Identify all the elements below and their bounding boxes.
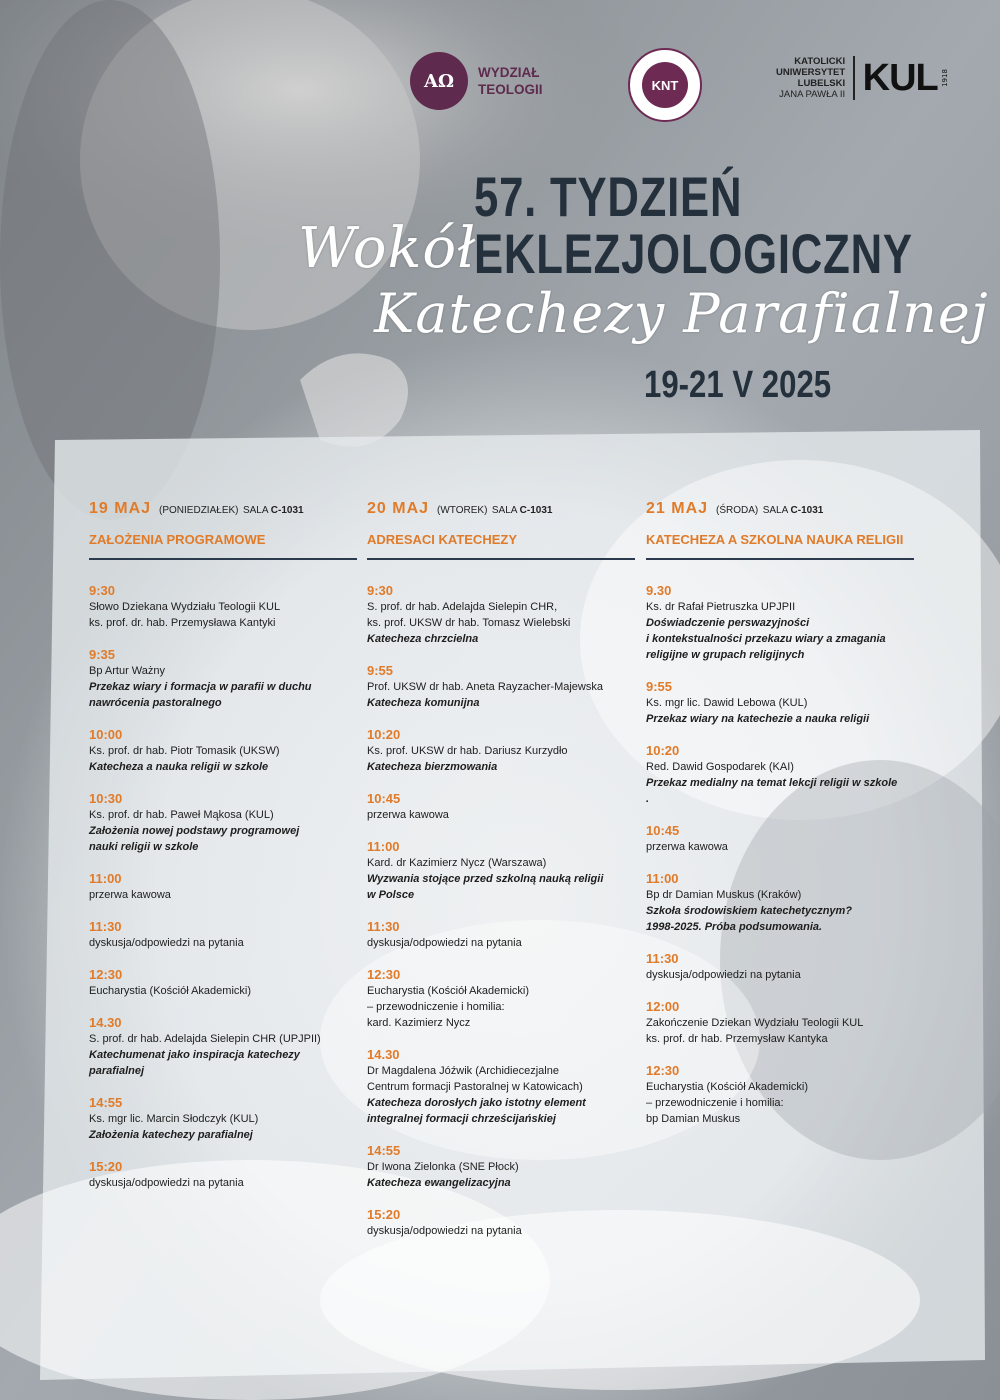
lecture-title: religijne w grupach religijnych xyxy=(646,648,805,661)
schedule-text: Eucharystia (Kościół Akademicki) xyxy=(646,1080,809,1093)
lecture-title: nauki religii w szkole xyxy=(89,840,199,853)
schedule-item xyxy=(89,726,361,775)
schedule-item xyxy=(89,646,361,711)
schedule-item xyxy=(89,870,361,903)
schedule-time: 10:00 xyxy=(89,726,123,742)
schedule-time: 14.30 xyxy=(89,1014,122,1030)
schedule-item xyxy=(89,582,361,631)
day-column-2 xyxy=(367,500,639,1254)
schedule-item xyxy=(89,790,361,855)
day-date: 19 MAJ xyxy=(89,500,152,517)
lecture-title: Wyzwania stojące przed szkolną nauką religii xyxy=(367,872,604,885)
schedule-item xyxy=(367,918,639,951)
wydzial-logo-line2: TEOLOGII xyxy=(478,82,543,97)
lecture-title: Szkoła środowiskiem katechetycznym? xyxy=(646,904,853,917)
lecture-title: Założenia katechezy parafialnej xyxy=(89,1128,253,1141)
day-header xyxy=(646,500,916,522)
schedule-text: Dr Iwona Zielonka (SNE Płock) xyxy=(367,1160,519,1173)
schedule-text: Eucharystia (Kościół Akademicki) xyxy=(367,984,530,997)
schedule-item xyxy=(89,1158,361,1191)
day-date: 21 MAJ xyxy=(646,500,709,517)
schedule-text: Ks. mgr lic. Marcin Słodczyk (KUL) xyxy=(89,1112,259,1125)
divider xyxy=(646,558,914,560)
schedule-item xyxy=(367,582,639,647)
schedule-time: 10:45 xyxy=(367,790,401,806)
schedule-text: bp Damian Muskus xyxy=(646,1112,741,1125)
schedule-text: przerwa kawowa xyxy=(367,808,449,821)
schedule-item xyxy=(367,726,639,775)
lecture-title: nawrócenia pastoralnego xyxy=(89,696,222,709)
knt-logo xyxy=(628,48,702,122)
schedule-text: S. prof. dr hab. Adelajda Sielepin CHR (UPJPII) xyxy=(89,1032,321,1045)
room-label: SALA xyxy=(762,505,791,516)
schedule-time: 10:20 xyxy=(646,742,680,758)
schedule-text: Bp dr Damian Muskus (Kraków) xyxy=(646,888,802,901)
lecture-title: Przekaz medialny na temat lekcji religii w szkole xyxy=(646,776,898,789)
schedule-time: 11:00 xyxy=(367,838,400,854)
schedule-list xyxy=(89,582,361,1191)
schedule-time: 15:20 xyxy=(367,1206,401,1222)
day-weekday: (PONIEDZIAŁEK) xyxy=(159,505,239,516)
divider xyxy=(89,558,357,560)
schedule-text: przerwa kawowa xyxy=(89,888,171,901)
schedule-time: 10:45 xyxy=(646,822,680,838)
kul-logo-line1: KATOLICKI xyxy=(794,56,846,67)
schedule-text: dyskusja/odpowiedzi na pytania xyxy=(89,1176,244,1189)
schedule-text: Zakończenie Dziekan Wydziału Teologii KUL xyxy=(646,1016,864,1029)
schedule-text: Kard. dr Kazimierz Nycz (Warszawa) xyxy=(367,856,547,869)
day-weekday: (WTOREK) xyxy=(437,505,488,516)
lecture-title: Katecheza bierzmowania xyxy=(367,760,498,773)
schedule-time: 15:20 xyxy=(89,1158,123,1174)
schedule-text: dyskusja/odpowiedzi na pytania xyxy=(646,968,801,981)
schedule-item xyxy=(89,1014,361,1079)
schedule-item xyxy=(367,790,639,823)
lecture-title: Katecheza a nauka religii w szkole xyxy=(89,760,269,773)
schedule-time: 11:30 xyxy=(89,918,122,934)
schedule-text: ks. prof. UKSW dr hab. Tomasz Wielebski xyxy=(367,616,571,629)
schedule-item xyxy=(646,822,916,855)
schedule-time: 12:00 xyxy=(646,998,680,1014)
room-number: C-1031 xyxy=(270,505,304,516)
wydzial-logo-line1: WYDZIAŁ xyxy=(478,65,540,80)
lecture-title: i kontekstualności przekazu wiary a zmagania xyxy=(646,632,886,645)
schedule-time: 9:55 xyxy=(367,662,394,678)
day-theme: ADRESACI KATECHEZY xyxy=(367,532,517,547)
schedule-time: 14:55 xyxy=(89,1094,123,1110)
lecture-title: Katecheza komunijna xyxy=(367,696,480,709)
schedule-text: – przewodniczenie i homilia: xyxy=(646,1096,784,1109)
schedule-list xyxy=(367,582,639,1239)
schedule-text: Ks. mgr lic. Dawid Lebowa (KUL) xyxy=(646,696,808,709)
schedule-text: dyskusja/odpowiedzi na pytania xyxy=(367,1224,522,1237)
alpha-omega-icon: AΩ xyxy=(410,52,468,110)
schedule-item xyxy=(367,966,639,1031)
kul-logo-line2: UNIWERSYTET xyxy=(776,67,846,78)
logo-bar xyxy=(0,48,1000,118)
kul-logo-mark: KUL xyxy=(862,56,938,99)
subtitle-script-line1: Wokół xyxy=(298,216,477,281)
subtitle-script-line2: Katechezy Parafialnej xyxy=(374,282,989,345)
schedule-text: dyskusja/odpowiedzi na pytania xyxy=(367,936,522,949)
lecture-title: 1998-2025. Próba podsumowania. xyxy=(646,920,823,933)
schedule-item xyxy=(646,742,916,807)
schedule-text: Ks. dr Rafał Pietruszka UPJPII xyxy=(646,600,796,613)
schedule-item xyxy=(646,950,916,983)
kul-logo-year: 1918 xyxy=(940,69,949,87)
schedule-item xyxy=(646,678,916,727)
room-label: SALA xyxy=(491,505,520,516)
day-weekday: (ŚRODA) xyxy=(716,505,759,516)
schedule-text: Dr Magdalena Jóźwik (Archidiecezjalne xyxy=(367,1064,559,1077)
schedule-time: 14:55 xyxy=(367,1142,401,1158)
schedule-text: kard. Kazimierz Nycz xyxy=(367,1016,471,1029)
room-number: C-1031 xyxy=(790,505,824,516)
schedule-text: Prof. UKSW dr hab. Aneta Rayzacher-Majewska xyxy=(367,680,603,693)
schedule-item xyxy=(367,1142,639,1191)
day-header xyxy=(89,500,361,522)
schedule-item xyxy=(89,966,361,999)
schedule-time: 11:30 xyxy=(367,918,400,934)
schedule-time: 9:35 xyxy=(89,646,116,662)
schedule-time: 14.30 xyxy=(367,1046,400,1062)
schedule-text: Bp Artur Ważny xyxy=(89,664,166,677)
schedule-time: 11:00 xyxy=(646,870,679,886)
schedule-text: Centrum formacji Pastoralnej w Katowicach) xyxy=(367,1080,583,1093)
lecture-title: Przekaz wiary i formacja w parafii w duchu xyxy=(89,680,312,693)
day-column-1 xyxy=(89,500,361,1206)
event-dates: 19-21 V 2025 xyxy=(644,364,832,406)
day-theme: ZAŁOŻENIA PROGRAMOWE xyxy=(89,532,266,547)
lecture-title: . xyxy=(646,792,650,805)
schedule-text: Red. Dawid Gospodarek (KAI) xyxy=(646,760,794,773)
schedule-text: dyskusja/odpowiedzi na pytania xyxy=(89,936,244,949)
day-theme: KATECHEZA A SZKOLNA NAUKA RELIGII xyxy=(646,532,904,547)
schedule-item xyxy=(646,582,916,663)
schedule-time: 9.30 xyxy=(646,582,672,598)
day-header xyxy=(367,500,639,522)
schedule-item xyxy=(89,918,361,951)
schedule-time: 11:30 xyxy=(646,950,679,966)
title-line2: EKLEZJOLOGICZNY xyxy=(474,222,913,285)
kul-logo-line4: JANA PAWŁA II xyxy=(779,89,846,100)
schedule-text: – przewodniczenie i homilia: xyxy=(367,1000,505,1013)
lecture-title: Katechumenat jako inspiracja katechezy xyxy=(89,1048,300,1061)
schedule-text: Ks. prof. UKSW dr hab. Dariusz Kurzydło xyxy=(367,744,568,757)
title-line1: 57. TYDZIEŃ xyxy=(474,165,743,228)
schedule-text: Ks. prof. dr hab. Paweł Mąkosa (KUL) xyxy=(89,808,274,821)
day-date: 20 MAJ xyxy=(367,500,430,517)
schedule-item xyxy=(367,662,639,711)
schedule-text: ks. prof. dr hab. Przemysław Kantyka xyxy=(646,1032,828,1045)
schedule-item xyxy=(367,1046,639,1127)
kul-logo xyxy=(776,56,954,100)
room-label: SALA xyxy=(242,505,271,516)
schedule-time: 12:30 xyxy=(367,966,401,982)
kul-logo-line3: LUBELSKI xyxy=(797,78,846,89)
lecture-title: w Polsce xyxy=(367,888,415,901)
schedule-text: Słowo Dziekana Wydziału Teologii KUL xyxy=(89,600,281,613)
lecture-title: Założenia nowej podstawy programowej xyxy=(89,824,300,837)
lecture-title: Katecheza dorosłych jako istotny element xyxy=(367,1096,586,1109)
schedule-text: przerwa kawowa xyxy=(646,840,728,853)
schedule-item xyxy=(367,1206,639,1239)
schedule-time: 10:30 xyxy=(89,790,123,806)
schedule-text: Ks. prof. dr hab. Piotr Tomasik (UKSW) xyxy=(89,744,280,757)
schedule-time: 9:30 xyxy=(89,582,116,598)
lecture-title: Doświadczenie perswazyjności xyxy=(646,616,810,629)
day-column-3 xyxy=(646,500,916,1142)
lecture-title: Przekaz wiary na katechezie a nauka religii xyxy=(646,712,870,725)
divider xyxy=(367,558,635,560)
knt-logo-text: KNT xyxy=(642,62,688,108)
lecture-title: Katecheza ewangelizacyjna xyxy=(367,1176,511,1189)
schedule-time: 9:30 xyxy=(367,582,394,598)
schedule-time: 12:30 xyxy=(89,966,123,982)
schedule-item xyxy=(646,998,916,1047)
lecture-title: Katecheza chrzcielna xyxy=(367,632,479,645)
schedule-item xyxy=(89,1094,361,1143)
schedule-time: 11:00 xyxy=(89,870,122,886)
wydzial-teologii-logo xyxy=(410,52,543,110)
room-number: C-1031 xyxy=(519,505,553,516)
kul-logo-divider xyxy=(853,56,855,100)
lecture-title: parafialnej xyxy=(89,1064,145,1077)
schedule-time: 9:55 xyxy=(646,678,673,694)
schedule-time: 12:30 xyxy=(646,1062,680,1078)
lecture-title: integralnej formacji chrześcijańskiej xyxy=(367,1112,556,1125)
schedule-item xyxy=(646,870,916,935)
schedule-text: S. prof. dr hab. Adelajda Sielepin CHR, xyxy=(367,600,558,613)
schedule-text: Eucharystia (Kościół Akademicki) xyxy=(89,984,252,997)
schedule-item xyxy=(367,838,639,903)
schedule-text: ks. prof. dr. hab. Przemysława Kantyki xyxy=(89,616,276,629)
schedule-list xyxy=(646,582,916,1127)
schedule-item xyxy=(646,1062,916,1127)
schedule-time: 10:20 xyxy=(367,726,401,742)
